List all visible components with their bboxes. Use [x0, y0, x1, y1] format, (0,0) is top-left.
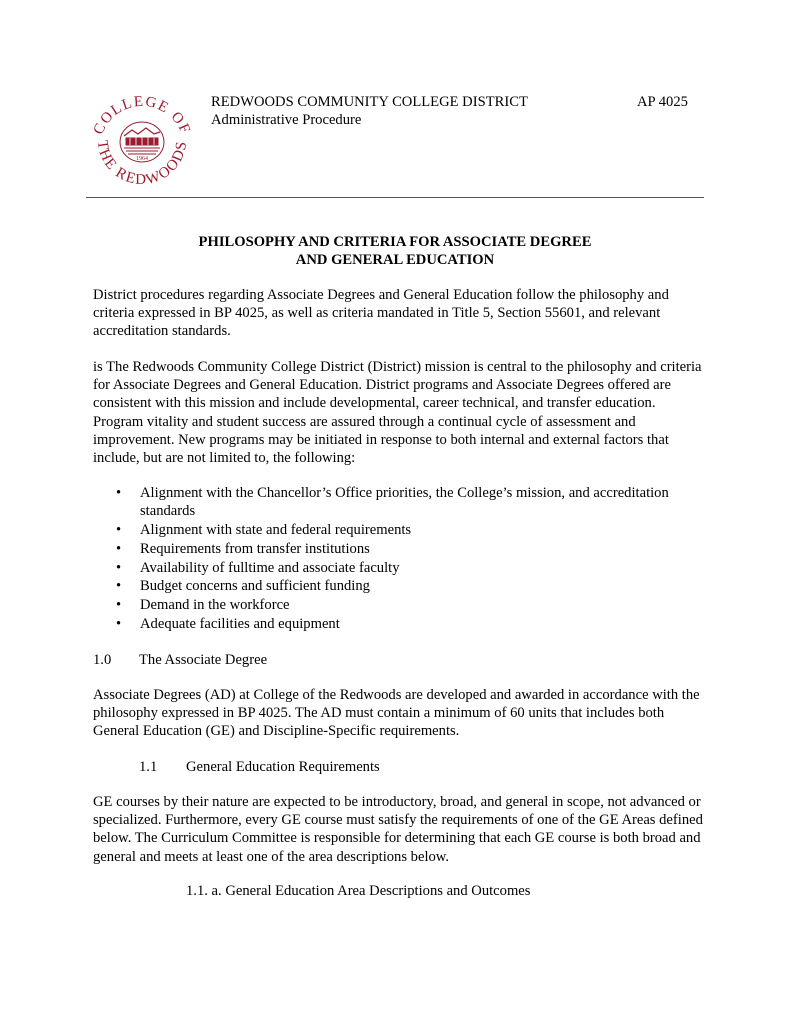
list-item: • Availability of fulltime and associate faculty	[116, 559, 676, 577]
district-name: REDWOODS COMMUNITY COLLEGE DISTRICT	[211, 94, 528, 110]
list-item: • Requirements from transfer institutions	[116, 540, 676, 558]
subsection-heading: General Education Requirements	[186, 759, 380, 775]
logo-arc-text-top: COLLEGE OF	[90, 93, 194, 138]
header-divider	[86, 197, 704, 198]
svg-text:THE REDWOODS	[94, 139, 190, 188]
list-item: • Alignment with the Chancellor’s Office priorities, the College’s mission, and accreditation standards	[116, 484, 676, 520]
section-number: 1.0	[93, 652, 112, 668]
intro-paragraph: District procedures regarding Associate Degrees and General Education follow the philosophy and criteria expressed in BP 4025, as well as criteria mandated in Title 5, Section 55601, and relevant accreditation standards.	[93, 287, 669, 340]
document-type: Administrative Procedure	[211, 112, 362, 128]
list-item: • Budget concerns and sufficient funding	[116, 577, 676, 595]
list-item: • Alignment with state and federal requirements	[116, 521, 676, 539]
subsubsection-heading: 1.1. a. General Education Area Descriptions and Outcomes	[186, 883, 531, 899]
section-heading: The Associate Degree	[139, 652, 268, 668]
list-item: • Demand in the workforce	[116, 596, 676, 614]
document-title-line-1: PHILOSOPHY AND CRITERIA FOR ASSOCIATE DEGREE	[198, 234, 592, 250]
logo-year: 1964	[136, 156, 148, 162]
associate-degree-paragraph: Associate Degrees (AD) at College of the Redwoods are developed and awarded in accordance with the philosophy expressed in BP 4025. The AD must contain a minimum of 60 units that includes both General Education (GE) and Discipline-Specific requirements.	[93, 687, 700, 740]
logo-arc-text-bottom: THE REDWOODS	[93, 139, 191, 189]
mission-paragraph: is The Redwoods Community College District (District) mission is central to the philosophy and criteria for Associate Degrees and General Education. District programs and Associate Degrees offered are consistent with this mission and include developmental, career technical, and transfer education. Program vitality and student success are assured through a continual cycle of assessment and improvement. New programs may be initiated in response to both internal and external factors that include, but are not limited to, the following:	[93, 359, 702, 467]
document-title-line-2: AND GENERAL EDUCATION	[295, 252, 495, 268]
procedure-number: AP 4025	[637, 94, 688, 110]
factors-list	[116, 484, 676, 634]
subsection-number: 1.1	[139, 759, 158, 775]
ge-requirements-paragraph: GE courses by their nature are expected to be introductory, broad, and general in scope, not advanced or specialized. Furthermore, every GE course must satisfy the requirements of one of the GE Areas defined below. The Curriculum Committee is responsible for determining that each GE course is both broad and general and meets at least one of the area descriptions below.	[93, 794, 703, 865]
college-of-the-redwoods-logo	[88, 90, 196, 198]
list-item: • Adequate facilities and equipment	[116, 615, 676, 633]
